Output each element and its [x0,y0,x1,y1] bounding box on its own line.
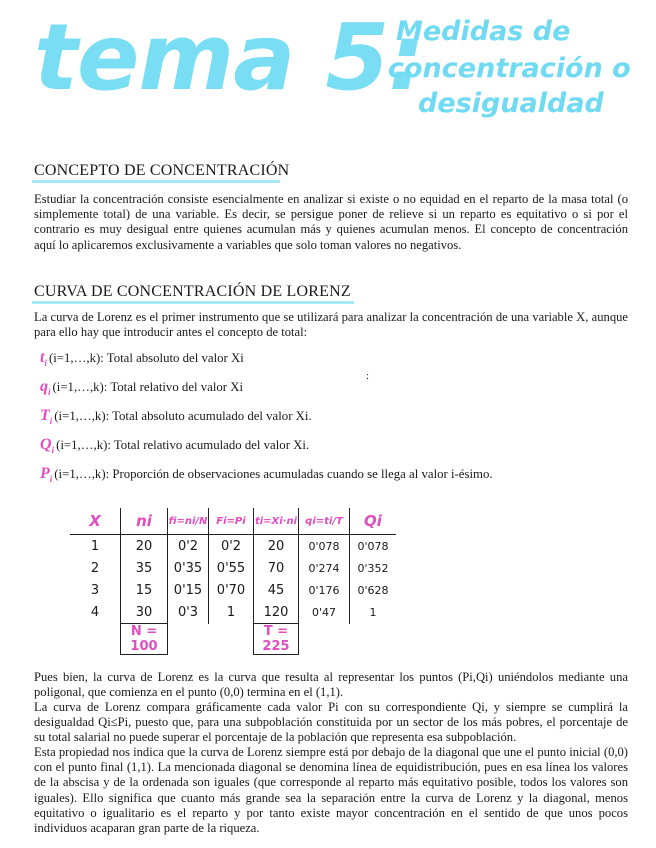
table-header: fi=ni/N [168,508,209,535]
main-title: tema 5: [34,4,425,111]
section-heading-lorenz: CURVA DE CONCENTRACIÓN DE LORENZ [34,283,351,300]
total-n: N = 100 [121,624,168,655]
table-row: 4 30 0'3 1 120 0'47 1 [70,601,396,624]
concept-paragraph: Estudiar la concentración consiste esencialmente en analizar si existe o no equidad en el reparto de la masa total (o simplemente total) de una variable. Es decir, se persigue poner de relieve si un reparto es equitativo o si por el contrario es muy desigual entre quienes acumulan más y quienes acumulan menos. El concepto de concentración aquí lo aplicaremos exclusivamente a variables que solo toman valores no negativos. [34,192,628,252]
definition-row: $t_i$ (i=1,…,k): Total absoluto del valor Xi [40,349,244,369]
table-header: Fi=Pi [209,508,254,535]
total-t: T = 225 [254,624,299,655]
definition-row: $Q_i$ (i=1,…,k): Total relativo acumulado del valor Xi. [40,436,310,456]
frequency-table [70,508,396,655]
definition-row: $T_i$ (i=1,…,k): Total absoluto acumulado del valor Xi. [40,407,312,427]
lorenz-intro-paragraph: La curva de Lorenz es el primer instrumento que se utilizará para analizar la concentración de una variable X, aunque para ello hay que introducir antes el concepto de total: [34,310,628,340]
table-header: X [70,508,121,535]
symbol-P: $P_i$ [40,465,53,485]
definition-row: $q_i$ (i=1,…,k): Total relativo del valor Xi [40,378,244,398]
symbol-q: $q_i$ [40,378,51,398]
lorenz-paragraph-1: Pues bien, la curva de Lorenz es la curva que resulta al representar los puntos (Pi,Qi) uniéndolos mediante una poligonal, que comienza en el punto (0,0) termina en el (1,1). [34,670,628,700]
table-row: 3 15 0'15 0'70 45 0'176 0'628 [70,579,396,601]
heading-underline [32,180,280,183]
symbol-t: $t_i$ [40,349,47,369]
symbol-Q: $Q_i$ [40,436,55,456]
symbol-T: $T_i$ [40,407,53,427]
subtitle-line-2: concentración o [388,53,631,84]
subtitle-line-3: desigualdad [418,88,604,119]
lorenz-paragraph-2: La curva de Lorenz compara gráficamente cada valor Pi con su correspondiente Qi, y siempre se cumplirá la desigualdad Qi≤Pi, puesto que, para una subpoblación constituida por un sector de los más pobres, el porcentaje de su total salarial no puede superar el porcentaje de la población que representa esa subpoblación. [34,700,628,745]
table-header: Qi [350,508,397,535]
table-row: 2 35 0'35 0'55 70 0'274 0'352 [70,557,396,579]
subtitle-line-1: Medidas de [396,16,571,47]
table-header: qi=ti/T [299,508,350,535]
table-totals-row [70,624,396,655]
stray-colon: : [366,370,370,382]
heading-underline [32,301,354,304]
section-heading-concentracion: CONCEPTO DE CONCENTRACIÓN [34,162,290,179]
definition-row: $P_i$ (i=1,…,k): Proporción de observaciones acumuladas cuando se llega al valor i-ésimo. [40,465,493,485]
lorenz-paragraph-3: Esta propiedad nos indica que la curva de Lorenz siempre está por debajo de la diagonal que une el punto inicial (0,0) con el punto final (1,1). La mencionada diagonal se denomina línea de equidistribución, pues en esa línea los valores de la abscisa y de la ordenada son iguales (que corresponde al reparto más equitativo posible, todos los valores son iguales). Ello significa que cuanto más grande sea la separación entre la curva de Lorenz y la diagonal, menos equitativo o igualitario es el reparto y por tanto existe mayor concentración en el sentido de que unos pocos individuos acaparan gran parte de la riqueza. [34,745,628,836]
table-row: 1 20 0'2 0'2 20 0'078 0'078 [70,535,396,558]
table-header: ni [121,508,168,535]
table-header: ti=Xi·ni [254,508,299,535]
